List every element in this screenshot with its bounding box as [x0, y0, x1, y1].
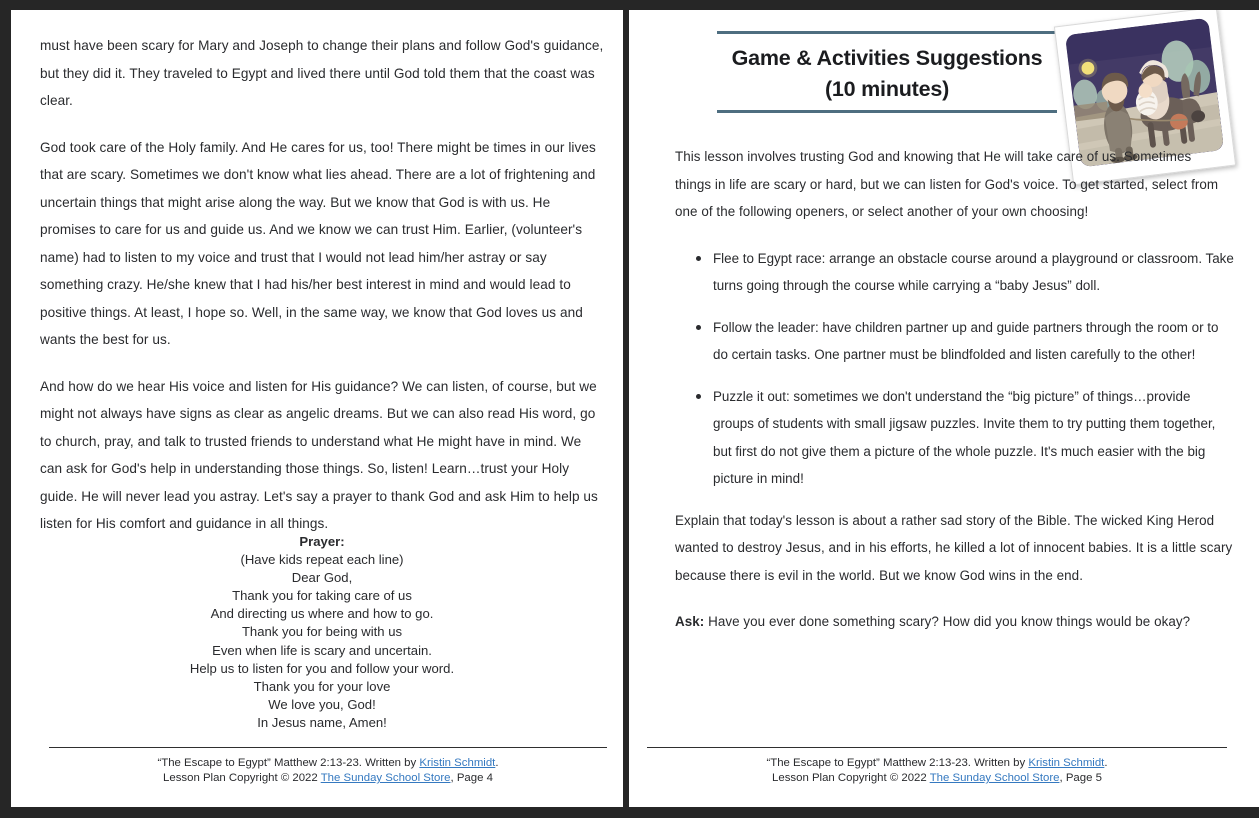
prayer-line: Help us to listen for you and follow your word. — [189, 660, 455, 676]
ask-label: Ask: — [675, 614, 705, 629]
page-title-main: Game & Activities Suggestions — [731, 46, 1043, 70]
page-left — [11, 10, 623, 807]
footer-divider — [49, 747, 607, 748]
prayer-line: Dear God, — [291, 570, 353, 586]
prayer-line: Thank you for being with us — [241, 624, 403, 640]
prayer-line: And directing us where and how to go. — [210, 606, 434, 622]
footer-citation-text: “The Escape to Egypt” Matthew 2:13-23. Written by — [766, 756, 1029, 769]
page-title-duration: (10 minutes) — [824, 77, 950, 101]
footer-copyright-text: Lesson Plan Copyright © 2022 — [772, 772, 930, 785]
activity-list — [675, 245, 1235, 493]
store-link[interactable]: The Sunday School Store — [929, 772, 1060, 785]
page-right — [629, 10, 1259, 807]
prayer-line: In Jesus name, Amen! — [257, 714, 387, 730]
paragraph: must have been scary for Mary and Joseph to change their plans and follow God's guidance, but they did it. They traveled to Egypt and lived there until God told them that the coast was clear. — [40, 38, 604, 108]
paragraph: God took care of the Holy family. And He cares for us, too! There might be times in our lives that are scary. Sometimes we don't know what lies ahead. There are a lot of frightening and uncertain things that might arise along the way. But we know that God is with us. He promises to care for us and guide us. And we know we can trust Him. Earlier, (volunteer's name) had to listen to my voice and trust that I would not lead him/her astray or say something crazy. He/she knew that I had his/her best interest in mind and would lead to positive things. At least, I hope so. Well, in the same way, we know that God loves us and wants the best for us. — [40, 139, 596, 347]
footer-line-2 — [49, 771, 607, 787]
author-link[interactable]: Kristin Schmidt — [1028, 756, 1105, 769]
footer-line-1 — [49, 756, 607, 772]
page-title — [717, 43, 1057, 105]
page-right-body — [629, 10, 1259, 807]
page-footer-right — [647, 747, 1227, 787]
prayer-line: Thank you for taking care of us — [232, 588, 412, 604]
footer-period: . — [495, 756, 499, 769]
prayer-line: We love you, God! — [268, 696, 376, 712]
footer-page-number: , Page 4 — [450, 772, 493, 785]
footer-period: . — [1104, 756, 1108, 769]
section-header — [717, 31, 1057, 113]
footer-line-2 — [647, 771, 1227, 787]
ask-paragraph — [675, 608, 1235, 636]
list-item: Puzzle it out: sometimes we don't understand the “big picture” of things…provide groups of students with small jigsaw puzzles. Invite them to try putting them together, but first do not give them a picture of the whole puzzle. It's much easier with the big picture in mind! — [713, 383, 1235, 493]
store-link[interactable]: The Sunday School Store — [320, 772, 451, 785]
footer-page-number: , Page 5 — [1059, 772, 1102, 785]
page-left-body — [11, 10, 623, 807]
prayer-title: Prayer: — [299, 534, 345, 549]
footer-divider — [647, 747, 1227, 748]
list-item: Flee to Egypt race: arrange an obstacle course around a playground or classroom. Take turns going through the course while carrying a “baby Jesus” doll. — [713, 245, 1235, 300]
prayer-line: Thank you for your love — [253, 678, 391, 694]
closing-paragraph: Explain that today's lesson is about a rather sad story of the Bible. The wicked King Herod wanted to destroy Jesus, and in his efforts, he killed a lot of innocent babies. It is a little scary because there is evil in the world. But we know God wins in the end. — [675, 512, 1233, 583]
prayer-line: (Have kids repeat each line) — [240, 552, 404, 568]
left-page-text-column — [40, 32, 604, 538]
paragraph: And how do we hear His voice and listen for His guidance? We can listen, of course, but we might not always have signs as clear as angelic dreams. But we can also read His word, go to church, pray, and talk to trusted friends to understand what He might have in mind. We can ask for God's help in understanding those things. So, listen! Learn…trust your Holy guide. He will never lead you astray. Let's say a prayer to thank God and ask Him to help us listen for His comfort and guidance in all things. — [40, 378, 598, 531]
footer-line-1 — [647, 756, 1227, 772]
ask-question: Have you ever done something scary? How did you know things would be okay? — [704, 614, 1191, 629]
page-footer-left — [49, 747, 607, 787]
prayer-line: Even when life is scary and uncertain. — [212, 642, 432, 658]
list-item: Follow the leader: have children partner up and guide partners through the room or to do certain tasks. One partner must be blindfolded and listen carefully to the other! — [713, 314, 1235, 369]
intro-paragraph: This lesson involves trusting God and knowing that He will take care of us. Sometimes things in life are scary or hard, but we can listen for God's voice. To get started, select from one of the following openers, or select another of your own choosing! — [675, 149, 1219, 219]
author-link[interactable]: Kristin Schmidt — [419, 756, 496, 769]
right-page-text-column — [675, 143, 1235, 636]
footer-copyright-text: Lesson Plan Copyright © 2022 — [163, 772, 321, 785]
footer-citation-text: “The Escape to Egypt” Matthew 2:13-23. Written by — [157, 756, 420, 769]
prayer-block — [40, 533, 604, 732]
